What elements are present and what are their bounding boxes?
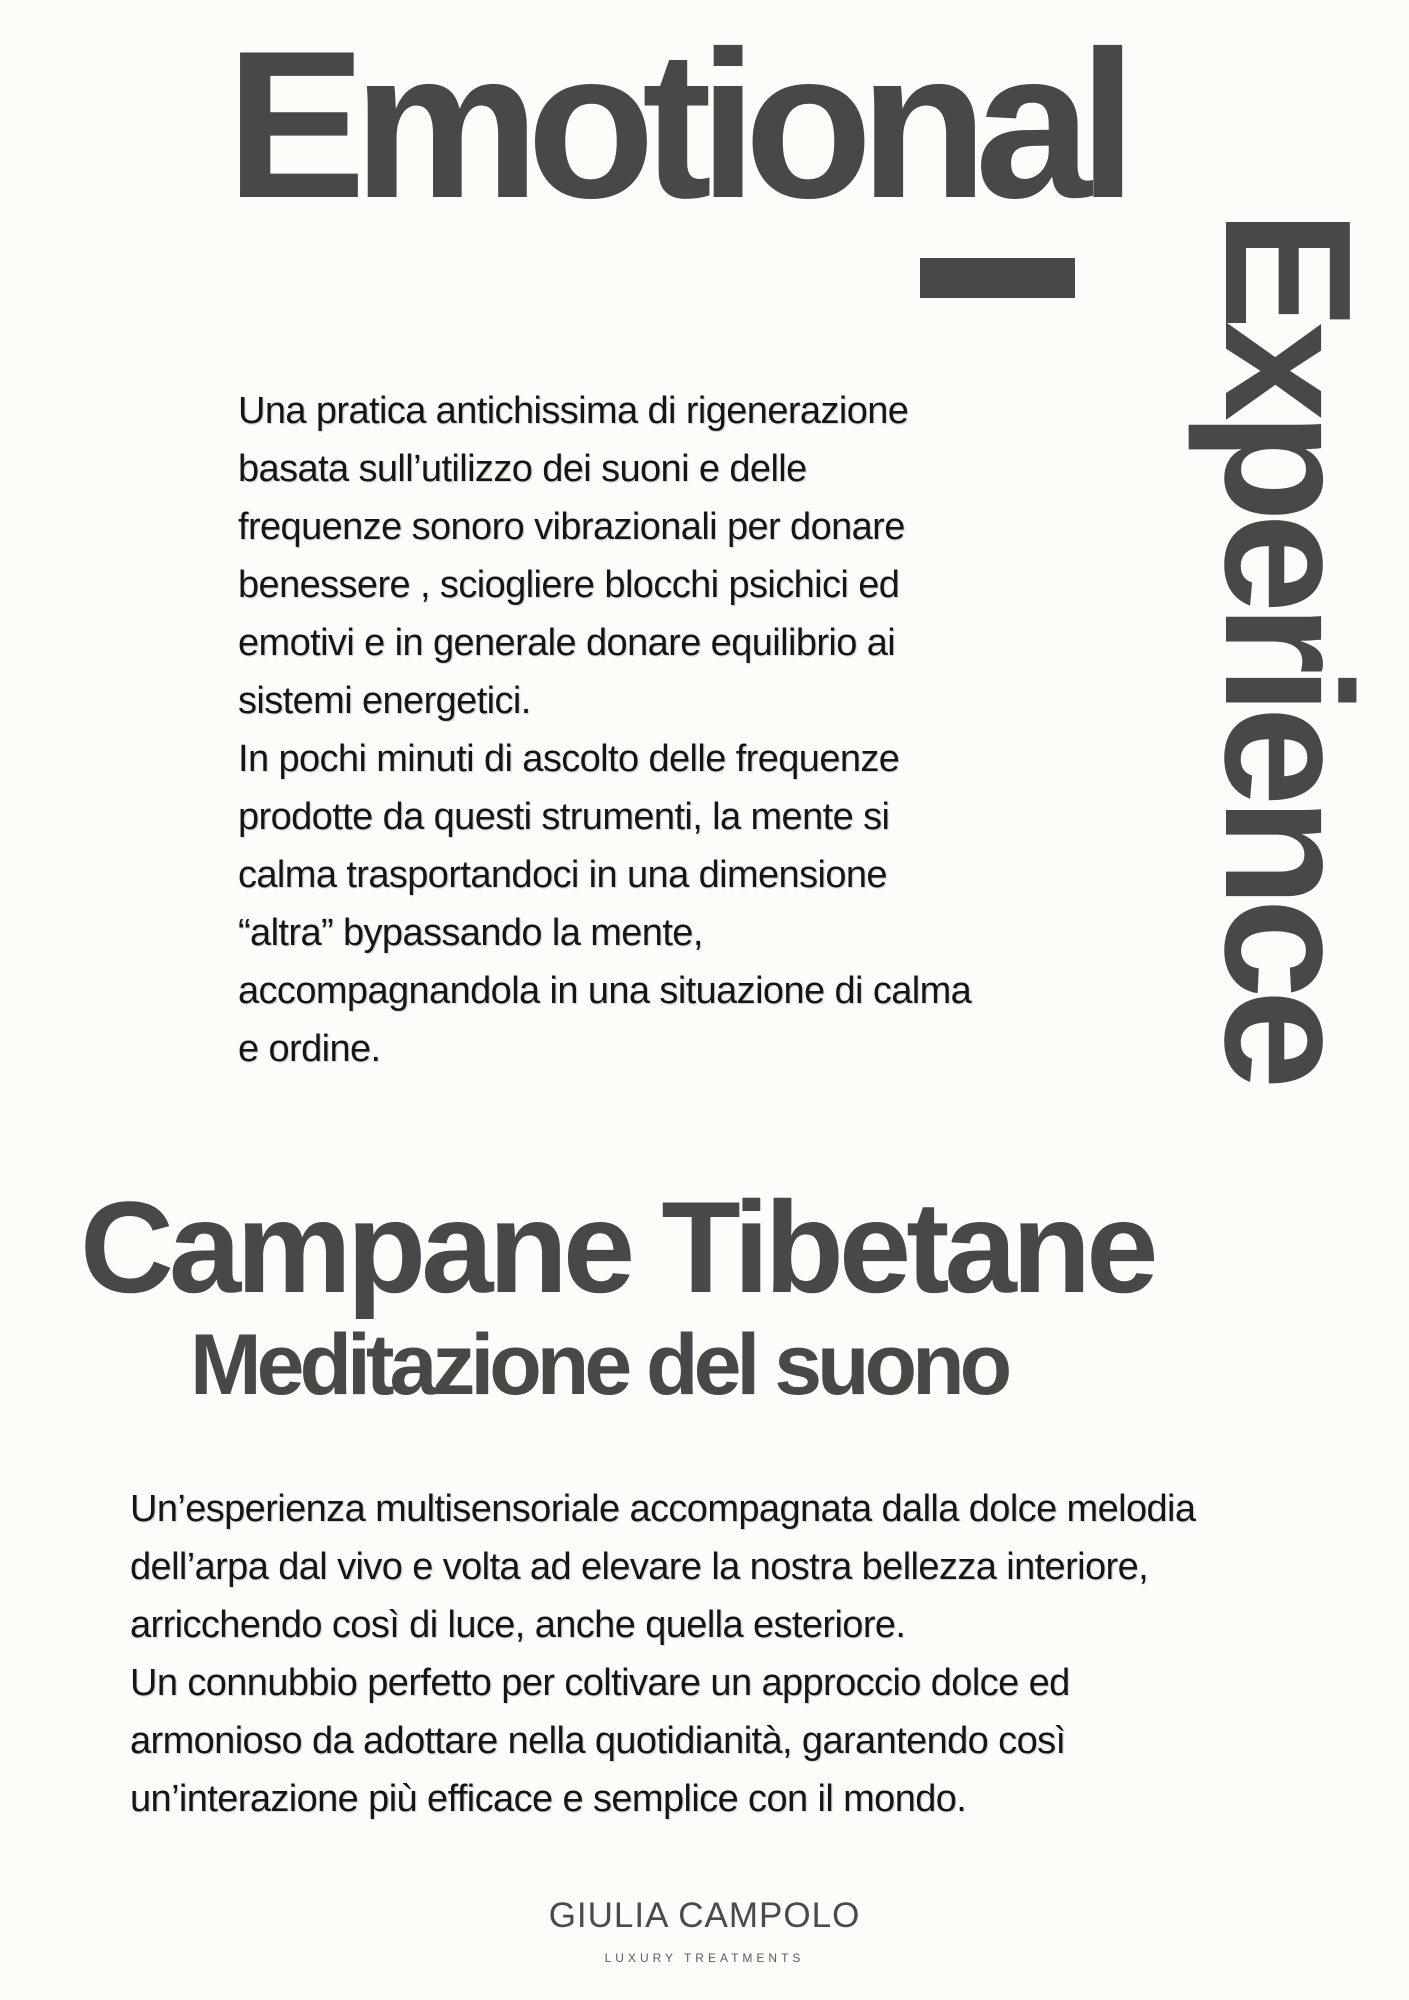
intro-paragraph-1: Una pratica antichissima di rigenerazione basata sull’utilizzo dei suoni e delle frequenze sonoro vibrazionali per donare benessere , sciogliere blocchi psichici ed emotivi e in generale donare equilibrio ai sistemi energetici.	[238, 390, 909, 722]
intro-text-block	[238, 382, 1138, 1078]
experience-text-block	[130, 1480, 1370, 1828]
brand-tagline: LUXURY TREATMENTS	[604, 1951, 805, 1965]
heading-experience: Experience	[1187, 210, 1388, 1081]
decorative-dash	[920, 258, 1075, 298]
subheading-meditazione: Meditazione del suono	[190, 1317, 1008, 1413]
brand-logo-name: GIULIA CAMPOLO	[548, 1896, 861, 1935]
experience-paragraph-1: Un’esperienza multisensoriale accompagnata dalla dolce melodia dell’arpa dal vivo e volta ad elevare la nostra bellezza interiore, arricchendo così di luce, anche quella esteriore.	[130, 1488, 1196, 1646]
heading-campane-tibetane: Campane Tibetane	[80, 1174, 1154, 1320]
intro-paragraph-2: In pochi minuti di ascolto delle frequenze prodotte da questi strumenti, la mente si calma trasportandoci in una dimensione “altra” bypassando la mente, accompagnandola in una situazione di calma e ordine.	[238, 738, 972, 1070]
experience-paragraph-2: Un connubbio perfetto per coltivare un approccio dolce ed armonioso da adottare nella quotidianità, garantendo così un’interazione più efficace e semplice con il mondo.	[130, 1662, 1070, 1820]
heading-emotional: Emotional	[226, 7, 1125, 242]
